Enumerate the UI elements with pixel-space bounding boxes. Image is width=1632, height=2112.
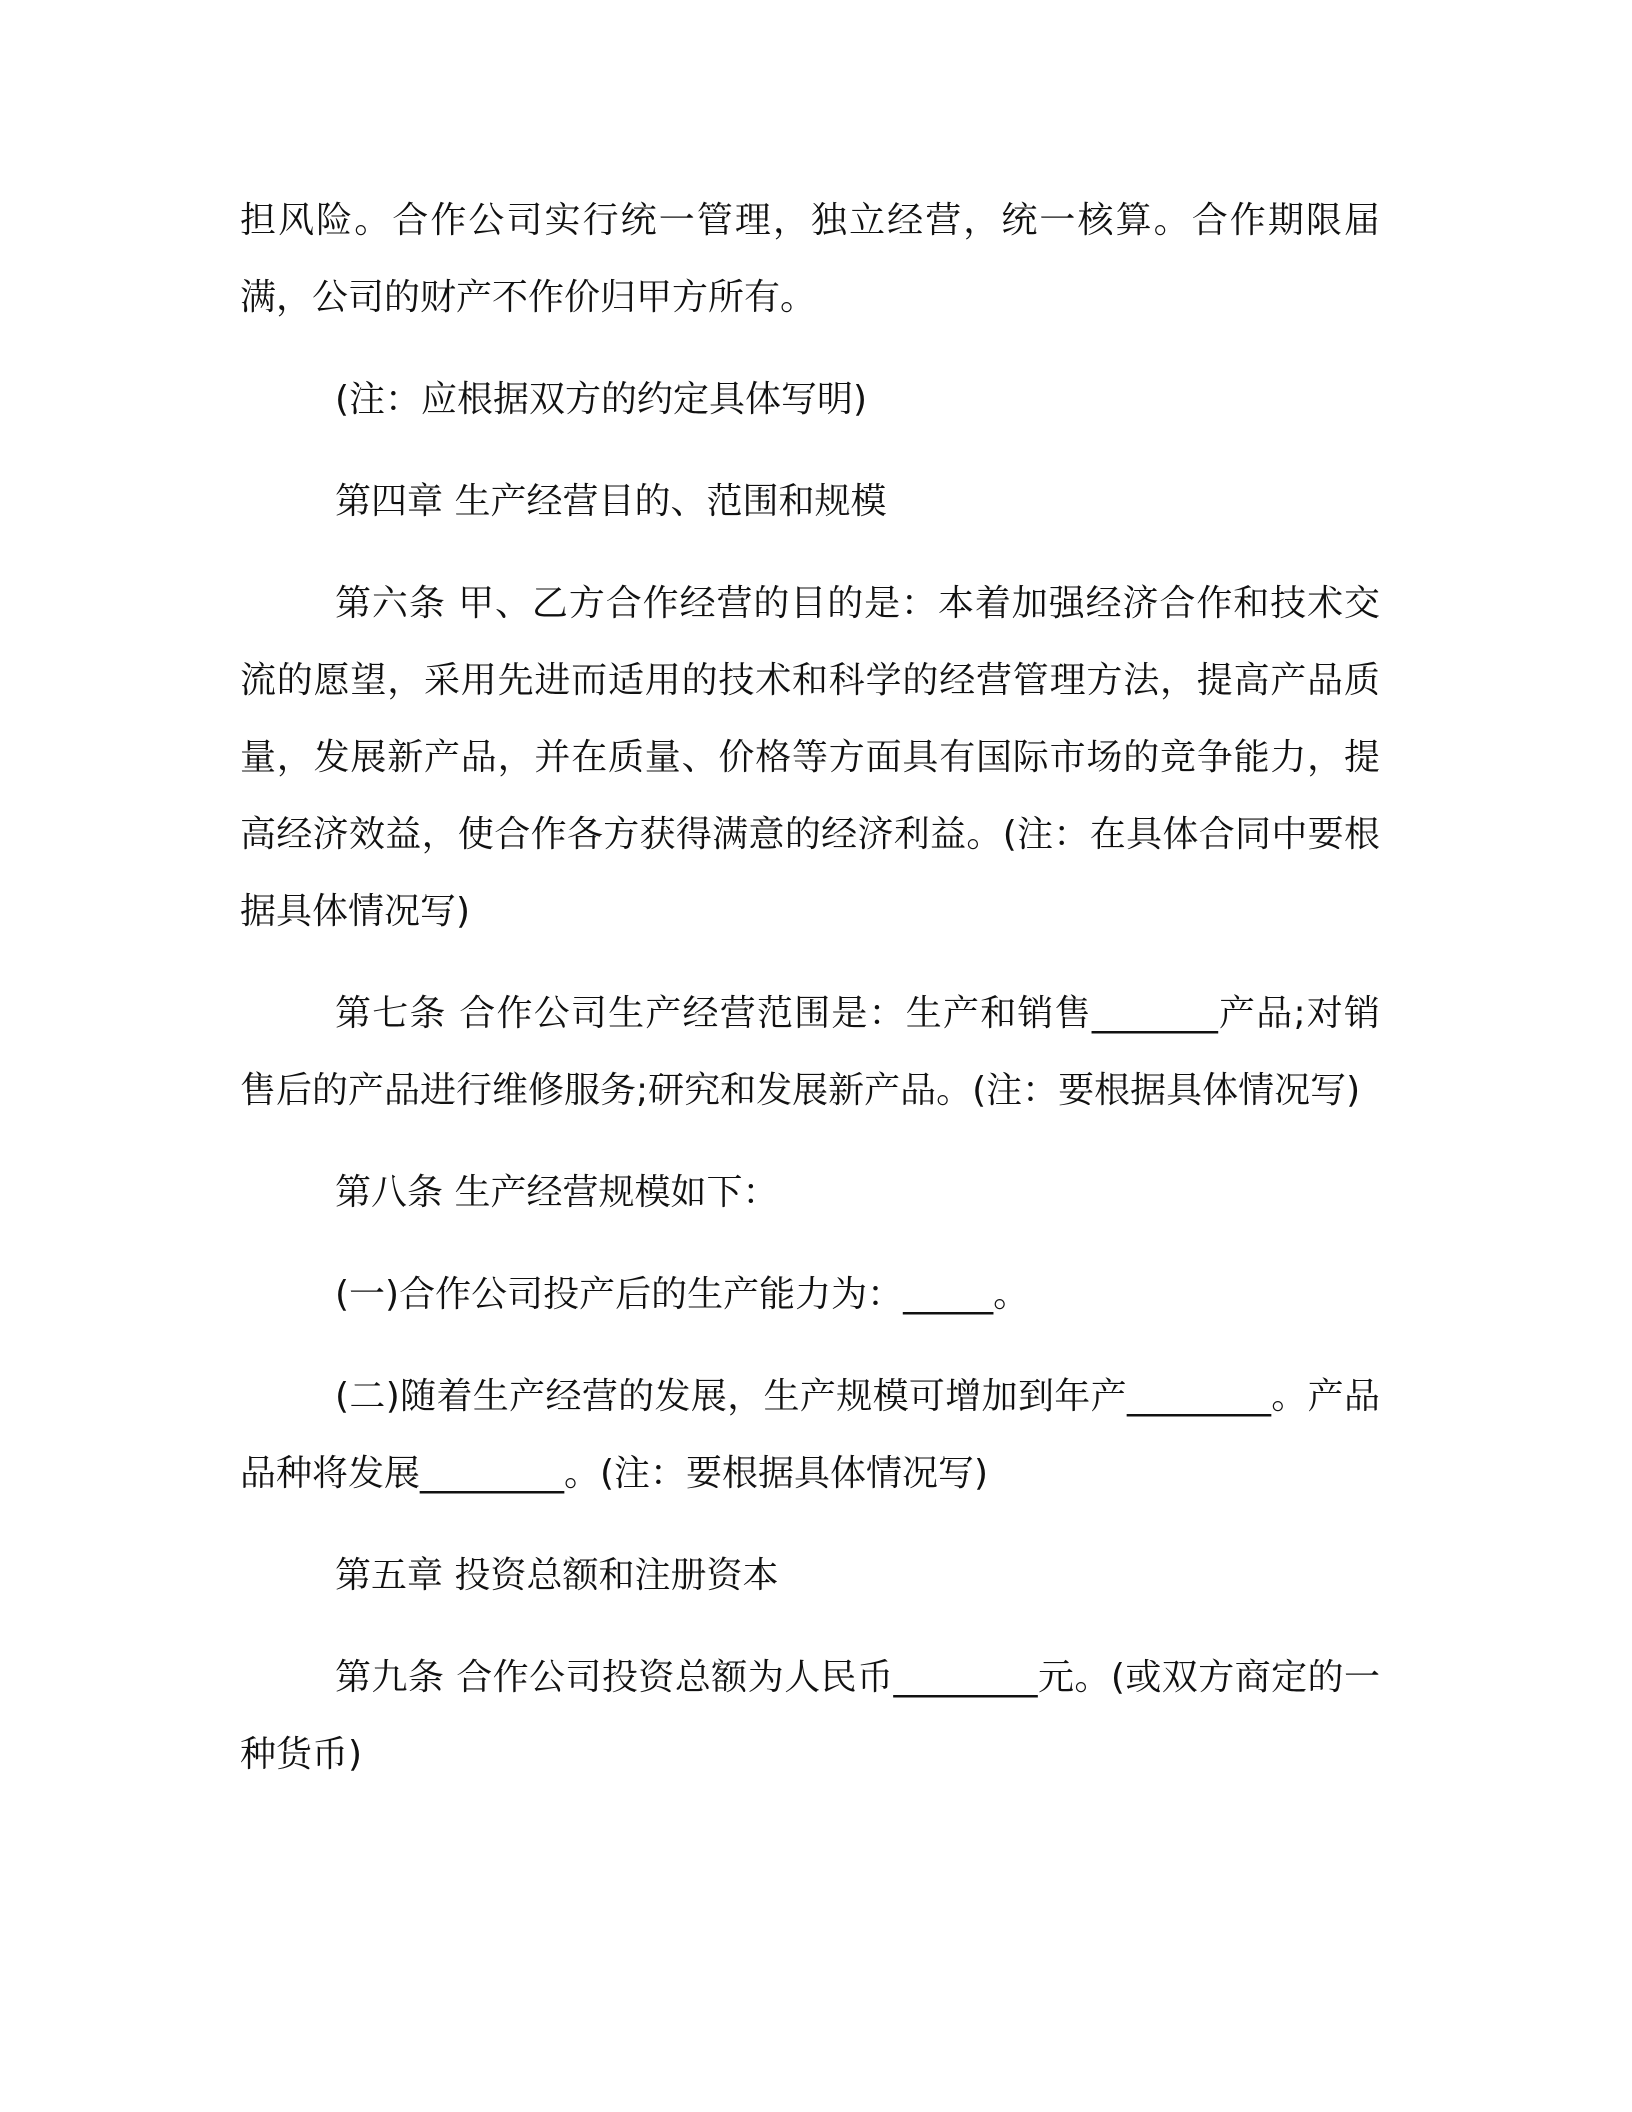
paragraph-note: (注：应根据双方的约定具体写明) [335,379,868,420]
article-8-item-2: (二)随着生产经营的发展，生产规模可增加到年产________。产品品种将发展________。(注：要根据具体情况写) [240,1376,1380,1494]
chapter-heading-4: 第四章 生产经营目的、范围和规模 [335,481,887,522]
article-9: 第九条 合作公司投资总额为人民币________元。(或双方商定的一种货币) [240,1657,1380,1775]
article-8: 第八条 生产经营规模如下： [335,1172,779,1213]
chapter-heading-5: 第五章 投资总额和注册资本 [335,1555,779,1596]
paragraph-continuation: 担风险。合作公司实行统一管理，独立经营，统一核算。合作期限届满，公司的财产不作价归甲方所有。 [240,200,1380,318]
article-7: 第七条 合作公司生产经营范围是：生产和销售_______产品;对销售后的产品进行维修服务;研究和发展新产品。(注：要根据具体情况写) [240,993,1380,1111]
article-6: 第六条 甲、乙方合作经营的目的是：本着加强经济合作和技术交流的愿望，采用先进而适用的技术和科学的经营管理方法，提高产品质量，发展新产品，并在质量、价格等方面具有国际市场的竞争能力，提高经济效益，使合作各方获得满意的经济利益。(注：在具体合同中要根据具体情况写) [240,583,1380,932]
document-body [240,182,1380,1818]
article-8-item-1: (一)合作公司投产后的生产能力为：_____。 [335,1274,1030,1315]
